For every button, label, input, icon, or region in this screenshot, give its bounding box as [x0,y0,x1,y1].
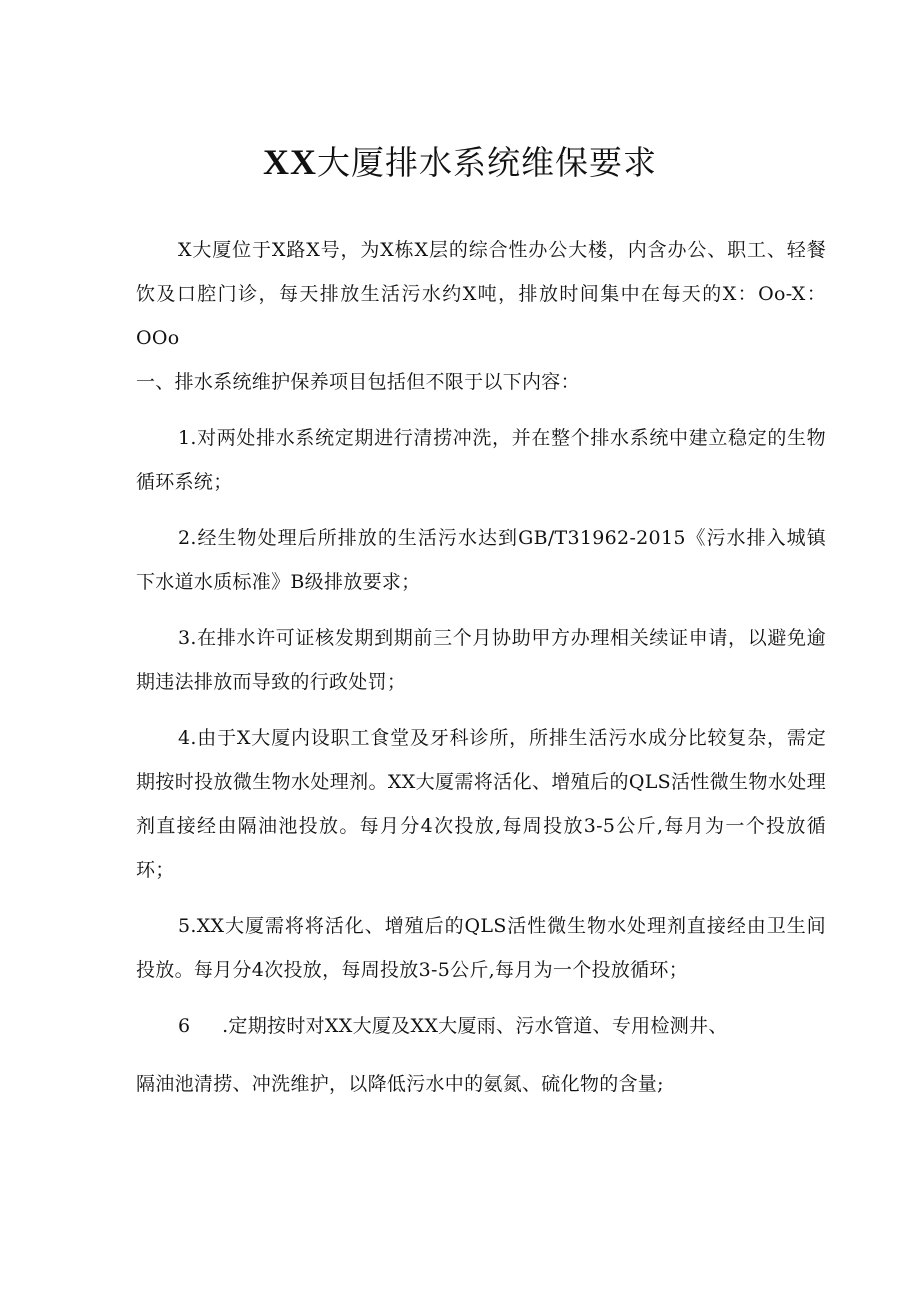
document-body [136,228,826,1106]
list-item-6-text: .定期按时对XX大厦及XX大厦雨、污水管道、专用检测井、 [222,1015,728,1037]
list-item-5: 5.XX大厦需将将活化、增殖后的QLS活性微生物水处理剂直接经由卫生间投放。每月分4次投放，每周投放3-5公斤,每月为一个投放循环； [136,915,826,981]
title-rest: 大厦排水系统维保要求 [317,143,657,182]
intro-paragraph: X大厦位于X路X号，为X栋X层的综合性办公大楼，内含办公、职工、轻餐饮及口腔门诊，每天排放生活污水约X吨，排放时间集中在每天的X：Oo-X：OOo [136,239,826,349]
list-item-4: 4.由于X大厦内设职工食堂及牙科诊所，所排生活污水成分比较复杂，需定期按时投放微生物水处理剂。XX大厦需将活化、增殖后的QLS活性微生物水处理剂直接经由隔油池投放。每月分4次投放,每周投放3-5公斤,每月为一个投放循环； [136,727,826,881]
list-item-2: 2.经生物处理后所排放的生活污水达到GB/T31962-2015《污水排入城镇下水道水质标准》B级排放要求； [136,527,826,593]
document-title [0,140,920,185]
section-heading: 一、排水系统维护保养项目包括但不限于以下内容： [136,371,580,393]
list-item-6-continuation: 隔油池清捞、冲洗维护，以降低污水中的氨氮、硫化物的含量; [136,1073,664,1095]
list-item-3: 3.在排水许可证核发期到期前三个月协助甲方办理相关续证申请，以避免逾期违法排放而导致的行政处罚； [136,627,826,693]
list-item-6-number: 6 [178,1015,191,1037]
list-item-6 [136,1004,826,1048]
title-prefix: XX [263,142,317,182]
list-item-1: 1.对两处排水系统定期进行清捞冲洗，并在整个排水系统中建立稳定的生物循环系统； [136,427,826,493]
